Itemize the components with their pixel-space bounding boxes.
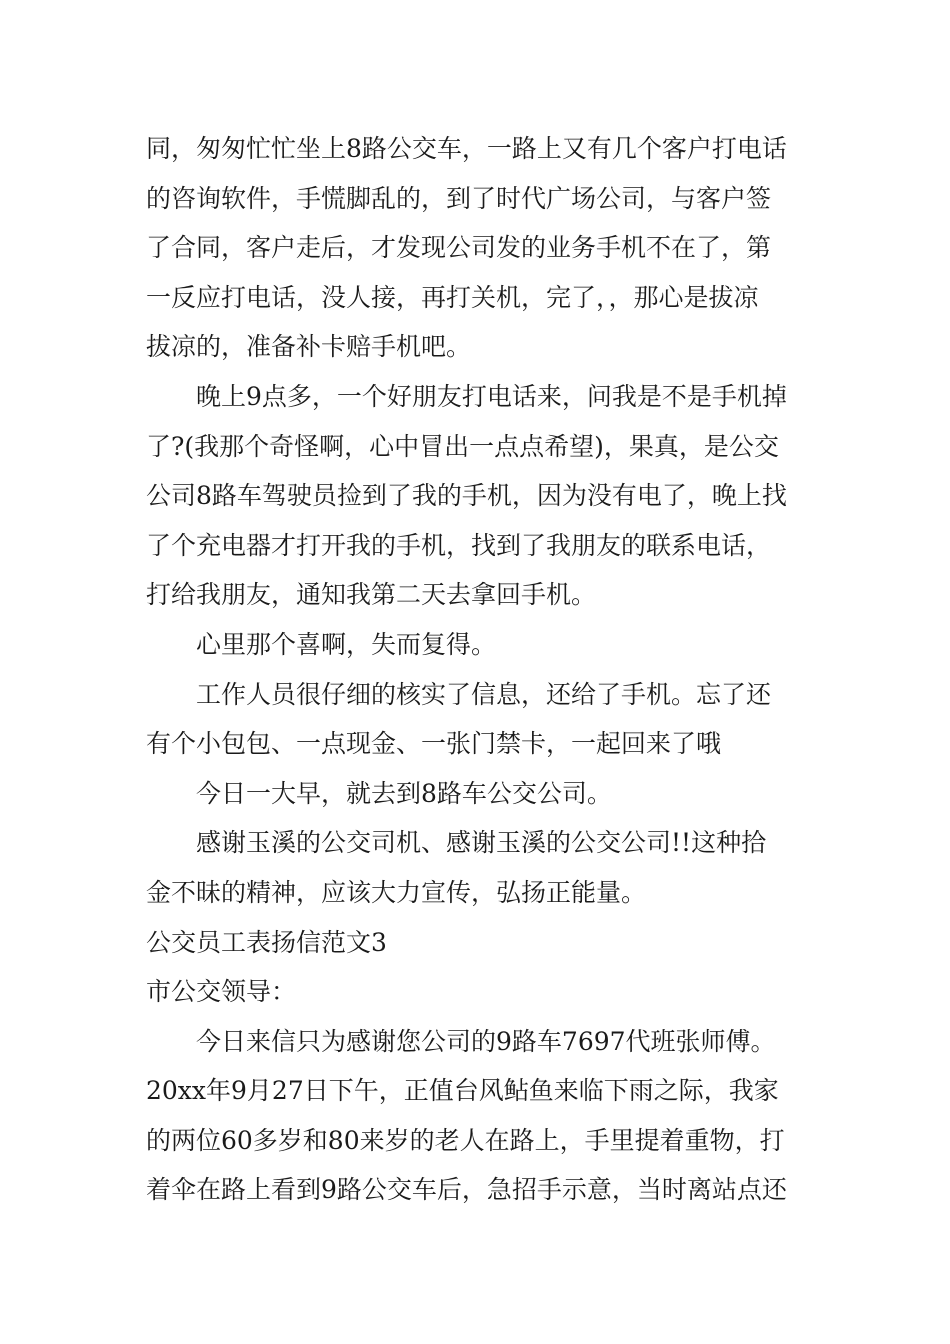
text-line: 晚上9点多，一个好朋友打电话来，问我是不是手机掉 bbox=[196, 381, 787, 411]
text-line: 感谢玉溪的公交司机、感谢玉溪的公交公司!!这种拾 bbox=[196, 828, 767, 858]
text-line: 金不昧的精神，应该大力宣传，弘扬正能量。 bbox=[146, 877, 647, 907]
text-line: 一反应打电话，没人接，再打关机，完了，，那心是拔凉 bbox=[146, 282, 759, 312]
text-line: 工作人员很仔细的核实了信息，还给了手机。忘了还 bbox=[196, 679, 772, 709]
text-line: 的咨询软件，手慌脚乱的，到了时代广场公司，与客户签 bbox=[146, 183, 772, 213]
text-line: 着伞在路上看到9路公交车后，急招手示意，当时离站点还 bbox=[146, 1175, 787, 1205]
text-line: 有个小包包、一点现金、一张门禁卡，一起回来了哦 bbox=[146, 729, 722, 759]
text-line: 拔凉的，准备补卡赔手机吧。 bbox=[146, 332, 472, 362]
text-line: 市公交领导： bbox=[146, 977, 297, 1007]
text-line: 今日来信只为感谢您公司的9路车7697代班张师傅。 bbox=[196, 1026, 776, 1056]
text-line: 了合同，客户走后，才发现公司发的业务手机不在了，第 bbox=[146, 233, 772, 263]
text-line: 公交员工表扬信范文3 bbox=[146, 927, 387, 957]
text-line: 今日一大早，就去到8路车公交公司。 bbox=[196, 778, 612, 808]
text-line: 公司8路车驾驶员捡到了我的手机，因为没有电了，晚上找 bbox=[146, 481, 787, 511]
text-line: 同，匆匆忙忙坐上8路公交车，一路上又有几个客户打电话 bbox=[146, 134, 787, 163]
document-body bbox=[146, 124, 846, 1215]
text-line: 心里那个喜啊，失而复得。 bbox=[196, 629, 497, 659]
text-line: 20xx年9月27日下午，正值台风鲇鱼来临下雨之际，我家 bbox=[146, 1076, 779, 1106]
text-line: 打给我朋友，通知我第二天去拿回手机。 bbox=[146, 580, 597, 610]
text-line: 了个充电器才打开我的手机，找到了我朋友的联系电话， bbox=[146, 530, 772, 560]
text-line: 的两位60多岁和80来岁的老人在路上，手里提着重物，打 bbox=[146, 1125, 785, 1155]
text-line: 了?(我那个奇怪啊，心中冒出一点点希望)，果真，是公交 bbox=[146, 431, 779, 461]
